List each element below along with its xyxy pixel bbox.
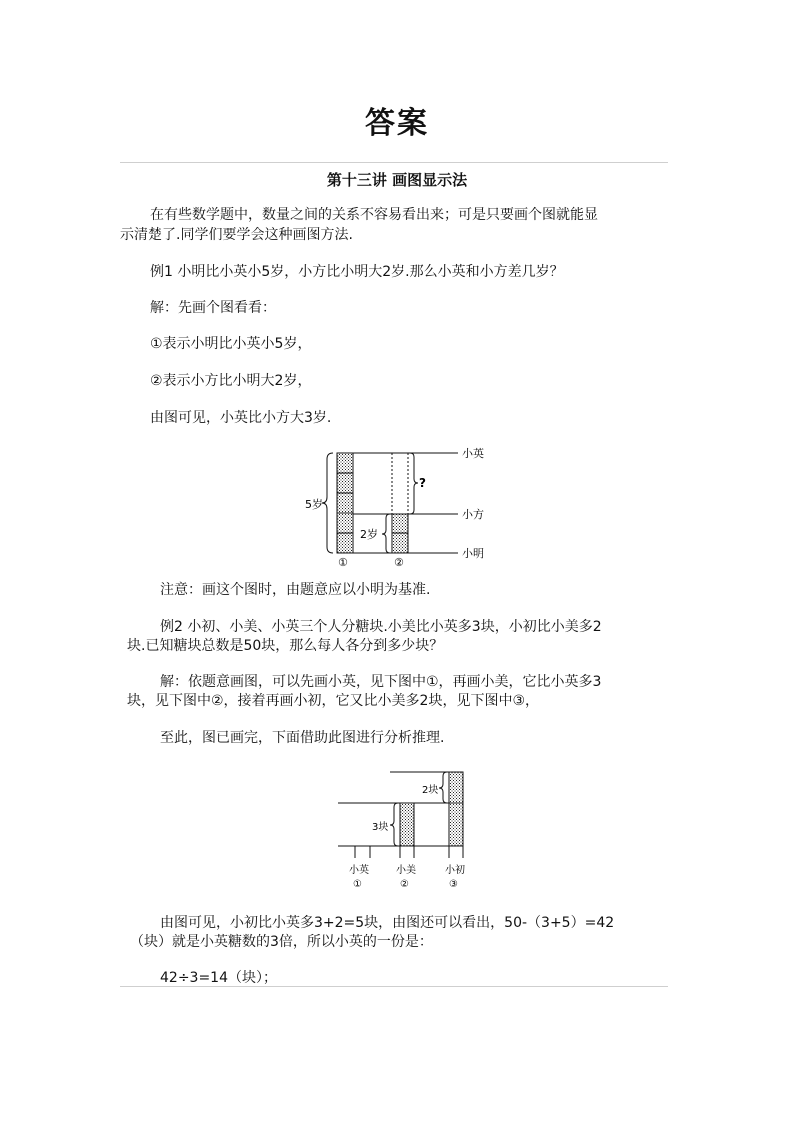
label-circle-1: ① [338, 556, 348, 569]
brace-two-years [382, 514, 390, 553]
conclusion-1: 由图可见，小英比小方大3岁. [150, 410, 332, 426]
brace-five-years [322, 453, 333, 553]
lesson-title: 第十三讲 画图显示法 [326, 171, 468, 189]
label-circle-2: ② [400, 879, 409, 890]
solution-2-line-2: 块，见下图中②，接着再画小初，它又比小美多2块，见下图中③， [127, 693, 540, 709]
step-2: ②表示小方比小明大2岁， [150, 373, 312, 389]
candy-diagram [330, 765, 480, 895]
label-xiaoying: 小英 [462, 447, 484, 460]
example-1: 例1 小明比小英小5岁，小方比小明大2岁.那么小英和小方差几岁？ [150, 264, 564, 280]
label-circle-3: ③ [449, 879, 458, 890]
solution-1: 解：先画个图看看： [150, 300, 276, 316]
label-two-years: 2岁 [360, 528, 378, 541]
label-question: ? [419, 476, 426, 490]
label-two-pieces: 2块 [422, 785, 439, 796]
intro-line-1: 在有些数学题中，数量之间的关系不容易看出来；可是只要画个图就能显 [150, 207, 598, 223]
label-xiaoying: 小英 [349, 865, 369, 876]
bottom-divider [120, 986, 668, 987]
equation: 42÷3=14（块）； [160, 970, 277, 986]
age-diagram [300, 445, 500, 570]
bar-xiaochu [449, 772, 463, 846]
example-2-line-1: 例2 小初、小美、小英三个人分糖块.小美比小英多3块，小初比小美多2 [160, 619, 602, 635]
analysis: 至此，图已画完，下面借助此图进行分析推理. [160, 730, 445, 746]
example-2-line-2: 块.已知糖块总数是50块，那么每人各分到多少块？ [127, 638, 444, 654]
label-five-years: 5岁 [305, 498, 323, 511]
label-xiaofang: 小方 [462, 508, 484, 521]
label-circle-2: ② [394, 556, 404, 569]
brace-three-pieces [390, 803, 398, 846]
top-divider [120, 162, 668, 163]
step-1: ①表示小明比小英小5岁， [150, 336, 312, 352]
intro-line-2: 示清楚了.同学们要学会这种画图方法. [120, 227, 353, 243]
label-circle-1: ① [353, 879, 362, 890]
result-line-2: （块）就是小英糖数的3倍，所以小英的一份是： [130, 934, 433, 950]
bar-xiaoying [337, 453, 353, 553]
note: 注意：画这个图时，由题意应以小明为基准. [160, 582, 431, 598]
brace-two-pieces [439, 772, 447, 803]
result-line-1: 由图可见，小初比小英多3+2=5块，由图还可以看出，50-（3+5）=42 [160, 915, 615, 931]
brace-question [410, 453, 418, 514]
label-xiaochu: 小初 [445, 865, 465, 876]
label-xiaoming: 小明 [462, 547, 484, 560]
solution-2-line-1: 解：依题意画图，可以先画小英，见下图中①，再画小美，它比小英多3 [160, 674, 602, 690]
label-three-pieces: 3块 [372, 822, 389, 833]
page-title: 答案 [365, 106, 429, 141]
label-xiaomei: 小美 [396, 865, 416, 876]
bar-xiaomei [400, 803, 414, 846]
